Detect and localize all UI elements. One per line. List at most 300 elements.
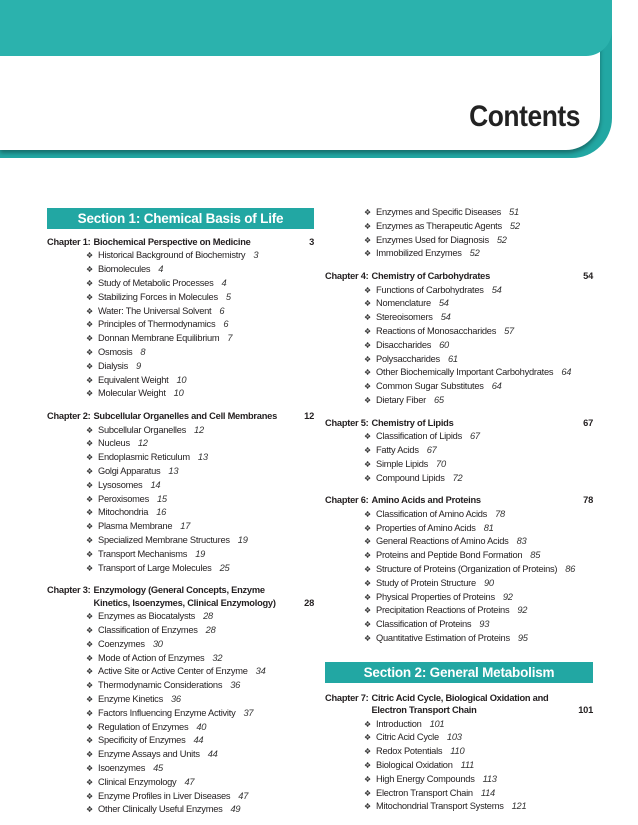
toc-item[interactable] [86, 493, 314, 507]
toc-item-label: Nucleus [98, 438, 130, 449]
chapter-entry [47, 410, 314, 575]
toc-item-page: 28 [203, 611, 213, 622]
toc-item[interactable] [86, 506, 314, 520]
toc-item-page: 13 [168, 465, 179, 476]
toc-item-page: 81 [483, 522, 494, 533]
toc-item[interactable] [86, 693, 314, 707]
chapter-list [47, 236, 314, 817]
diamond-bullet-icon: ❖ [364, 313, 371, 323]
toc-item-label: Plasma Membrane [98, 521, 173, 532]
toc-item-page: 110 [450, 746, 465, 757]
chapter-number: Chapter 6: [325, 495, 369, 506]
toc-item-label: Biomolecules [98, 264, 151, 275]
toc-item-label: Other Clinically Useful Enzymes [98, 804, 223, 815]
toc-item[interactable] [86, 346, 314, 360]
toc-item[interactable] [364, 632, 593, 646]
diamond-bullet-icon: ❖ [364, 395, 371, 405]
topic-list [86, 610, 314, 817]
toc-item[interactable] [364, 339, 593, 353]
toc-item[interactable] [364, 458, 593, 472]
diamond-bullet-icon: ❖ [86, 549, 93, 559]
toc-item[interactable] [86, 451, 314, 465]
toc-item[interactable] [86, 374, 314, 388]
toc-item-label: Biological Oxidation [376, 759, 453, 770]
toc-item-label: Other Biochemically Important Carbohydrates [376, 367, 554, 378]
toc-item-label: Study of Protein Structure [376, 577, 476, 588]
chapter-entry [47, 584, 314, 817]
toc-item-label: Specialized Membrane Structures [98, 534, 230, 545]
diamond-bullet-icon: ❖ [364, 459, 371, 469]
diamond-bullet-icon: ❖ [86, 535, 93, 545]
toc-item[interactable] [364, 284, 593, 298]
chapter-number: Chapter 7: [325, 692, 369, 703]
toc-item[interactable] [364, 430, 593, 444]
toc-item[interactable] [86, 748, 314, 762]
toc-item-label: Historical Background of Biochemistry [98, 250, 246, 261]
toc-item[interactable] [364, 577, 593, 591]
toc-item[interactable] [86, 652, 314, 666]
toc-item[interactable] [86, 360, 314, 374]
diamond-bullet-icon: ❖ [86, 805, 93, 815]
chapter-heading[interactable] [325, 270, 593, 282]
toc-item-label: Equivalent Weight [98, 374, 169, 385]
toc-item[interactable] [86, 249, 314, 263]
toc-item[interactable] [364, 618, 593, 632]
toc-item-label: Enzymes as Therapeutic Agents [376, 220, 502, 231]
diamond-bullet-icon: ❖ [364, 299, 371, 309]
toc-item[interactable] [364, 444, 593, 458]
diamond-bullet-icon: ❖ [86, 375, 93, 385]
toc-item[interactable] [364, 311, 593, 325]
toc-item[interactable] [364, 563, 593, 577]
toc-item[interactable] [86, 776, 314, 790]
toc-item-page: 3 [253, 250, 259, 261]
toc-item-label: Immobilized Enzymes [376, 248, 462, 259]
toc-item-label: Polysaccharides [376, 353, 440, 364]
toc-item[interactable] [364, 535, 593, 549]
toc-item-label: Specificity of Enzymes [98, 735, 186, 746]
chapter-heading[interactable] [47, 584, 314, 609]
toc-item-label: Active Site or Active Center of Enzyme [98, 666, 248, 677]
chapter-entry [325, 270, 593, 408]
diamond-bullet-icon: ❖ [86, 251, 93, 261]
toc-item-page: 90 [483, 577, 494, 588]
topic-list [364, 718, 593, 815]
chapter-heading[interactable] [47, 410, 314, 422]
diamond-bullet-icon: ❖ [364, 774, 371, 784]
toc-item[interactable] [86, 721, 314, 735]
toc-item-page: 60 [439, 339, 449, 350]
toc-item-label: Clinical Enzymology [98, 776, 177, 787]
toc-item[interactable] [86, 610, 314, 624]
toc-item-page: 92 [502, 591, 513, 602]
toc-item-label: Osmosis [98, 346, 133, 357]
diamond-bullet-icon: ❖ [86, 722, 93, 732]
toc-item-page: 113 [482, 773, 497, 784]
header-banner-top [0, 0, 612, 56]
toc-item-page: 12 [137, 438, 148, 449]
toc-item-page: 65 [433, 394, 444, 405]
diamond-bullet-icon: ❖ [364, 235, 371, 245]
toc-item[interactable] [86, 803, 314, 817]
toc-item-label: Classification of Amino Acids [376, 508, 488, 519]
toc-item-page: 57 [504, 325, 514, 336]
toc-item-label: Factors Influencing Enzyme Activity [98, 707, 236, 718]
toc-item[interactable] [86, 790, 314, 804]
toc-item-label: Peroxisomes [98, 493, 149, 504]
diamond-bullet-icon: ❖ [364, 564, 371, 574]
chapter-list [325, 270, 593, 646]
chapter-number: Chapter 5: [325, 417, 369, 428]
diamond-bullet-icon: ❖ [86, 750, 93, 760]
diamond-bullet-icon: ❖ [364, 326, 371, 336]
chapter-heading[interactable] [325, 417, 593, 429]
toc-item-label: Regulation of Enzymes [98, 721, 189, 732]
chapter-number: Chapter 2: [47, 411, 91, 422]
diamond-bullet-icon: ❖ [86, 439, 93, 449]
diamond-bullet-icon: ❖ [364, 747, 371, 757]
toc-item[interactable] [364, 247, 593, 261]
chapter-page: 3 [309, 237, 314, 247]
toc-item-page: 93 [479, 619, 490, 630]
chapter-number: Chapter 3: [47, 585, 91, 596]
diamond-bullet-icon: ❖ [86, 334, 93, 344]
diamond-bullet-icon: ❖ [364, 592, 371, 602]
toc-item-label: Enzyme Kinetics [98, 693, 163, 704]
diamond-bullet-icon: ❖ [86, 494, 93, 504]
toc-item-label: Stereoisomers [376, 312, 433, 323]
toc-item-page: 78 [495, 508, 505, 519]
diamond-bullet-icon: ❖ [364, 285, 371, 295]
chapter-heading[interactable] [47, 236, 314, 248]
toc-item-label: Precipitation Reactions of Proteins [376, 605, 510, 616]
toc-item-label: Golgi Apparatus [98, 465, 161, 476]
toc-item-label: Dietary Fiber [376, 394, 426, 405]
toc-item-page: 111 [460, 759, 475, 770]
toc-item-page: 103 [446, 732, 462, 743]
toc-item-label: Functions of Carbohydrates [376, 284, 484, 295]
toc-item[interactable] [364, 745, 593, 759]
toc-item-page: 64 [491, 381, 502, 392]
chapter-title: Chemistry of Lipids [371, 417, 454, 428]
chapter-title: Enzymology (General Concepts, Enzyme Kinetics, Isoenzymes, Clinical Enzymology) [93, 585, 276, 608]
toc-item[interactable] [86, 707, 314, 721]
toc-item-label: Enzyme Profiles in Liver Diseases [98, 790, 231, 801]
toc-item-label: Transport Mechanisms [98, 548, 188, 559]
toc-item-page: 64 [561, 367, 572, 378]
chapter-page: 101 [578, 705, 593, 716]
toc-item-page: 16 [156, 507, 167, 518]
diamond-bullet-icon: ❖ [364, 578, 371, 588]
toc-item-page: 36 [170, 693, 181, 704]
diamond-bullet-icon: ❖ [364, 354, 371, 364]
toc-item[interactable] [86, 562, 314, 576]
toc-item[interactable] [364, 800, 593, 814]
toc-item[interactable] [364, 759, 593, 773]
diamond-bullet-icon: ❖ [364, 760, 371, 770]
toc-item-page: 44 [207, 749, 218, 760]
chapter-entry [47, 236, 314, 401]
toc-item-page: 19 [237, 534, 248, 545]
toc-item[interactable] [86, 318, 314, 332]
toc-item-label: Mitochondria [98, 507, 149, 518]
toc-item-page: 14 [150, 479, 161, 490]
diamond-bullet-icon: ❖ [86, 791, 93, 801]
continued-topic-list [364, 206, 593, 261]
toc-item-label: Enzymes Used for Diagnosis [376, 234, 489, 245]
toc-item-page: 52 [496, 234, 507, 245]
toc-item-page: 52 [469, 248, 480, 259]
topic-list [364, 284, 593, 408]
toc-item-page: 40 [196, 721, 207, 732]
diamond-bullet-icon: ❖ [364, 432, 371, 442]
toc-item-page: 52 [509, 220, 520, 231]
toc-item[interactable] [364, 206, 593, 220]
toc-item-label: Classification of Proteins [376, 619, 472, 630]
diamond-bullet-icon: ❖ [364, 445, 371, 455]
toc-item-page: 6 [219, 305, 225, 316]
toc-item[interactable] [86, 332, 314, 346]
toc-item-page: 61 [447, 353, 458, 364]
left-column [47, 206, 314, 817]
toc-item-label: Classification of Enzymes [98, 624, 198, 635]
toc-item-page: 54 [491, 284, 502, 295]
toc-item[interactable] [86, 520, 314, 534]
section-heading: Section 1: Chemical Basis of Life [47, 208, 314, 229]
diamond-bullet-icon: ❖ [86, 292, 93, 302]
toc-item[interactable] [364, 353, 593, 367]
toc-item[interactable] [364, 297, 593, 311]
toc-item-page: 92 [517, 605, 528, 616]
diamond-bullet-icon: ❖ [86, 522, 93, 532]
chapter-page: 28 [304, 597, 314, 608]
toc-item[interactable] [86, 624, 314, 638]
toc-item[interactable] [364, 773, 593, 787]
toc-item[interactable] [364, 718, 593, 732]
toc-item[interactable] [364, 591, 593, 605]
chapter-list [325, 692, 593, 814]
toc-item-page: 4 [158, 264, 164, 275]
toc-item-label: Redox Potentials [376, 746, 443, 757]
toc-item-page: 30 [152, 638, 163, 649]
toc-item-label: Fatty Acids [376, 444, 419, 455]
toc-item[interactable] [86, 548, 314, 562]
toc-item[interactable] [364, 472, 593, 486]
toc-item-label: Proteins and Peptide Bond Formation [376, 550, 523, 561]
diamond-bullet-icon: ❖ [86, 389, 93, 399]
toc-item-label: High Energy Compounds [376, 773, 475, 784]
toc-item-page: 54 [440, 312, 451, 323]
diamond-bullet-icon: ❖ [86, 681, 93, 691]
toc-item[interactable] [86, 387, 314, 401]
diamond-bullet-icon: ❖ [364, 509, 371, 519]
toc-item-page: 17 [180, 521, 191, 532]
toc-item[interactable] [86, 762, 314, 776]
toc-item-page: 70 [436, 458, 446, 469]
toc-item-page: 19 [195, 548, 206, 559]
diamond-bullet-icon: ❖ [364, 382, 371, 392]
topic-list [86, 424, 314, 576]
toc-item-label: Citric Acid Cycle [376, 732, 439, 743]
toc-item-label: Water: The Universal Solvent [98, 305, 212, 316]
chapter-title: Chemistry of Carbohydrates [371, 271, 491, 282]
toc-item[interactable] [86, 534, 314, 548]
toc-item-label: Coenzymes [98, 638, 145, 649]
toc-item-label: General Reactions of Amino Acids [376, 536, 509, 547]
toc-item-label: Reactions of Monosaccharides [376, 325, 497, 336]
toc-item[interactable] [364, 508, 593, 522]
diamond-bullet-icon: ❖ [86, 708, 93, 718]
toc-item[interactable] [86, 638, 314, 652]
chapter-title: Amino Acids and Proteins [371, 495, 481, 506]
toc-item[interactable] [364, 604, 593, 618]
toc-item-label: Donnan Membrane Equilibrium [98, 333, 220, 344]
diamond-bullet-icon: ❖ [86, 639, 93, 649]
toc-item[interactable] [364, 549, 593, 563]
page-title: Contents [469, 100, 580, 133]
diamond-bullet-icon: ❖ [86, 425, 93, 435]
chapter-page: 67 [583, 417, 593, 428]
topic-list [364, 430, 593, 485]
toc-item-label: Lysosomes [98, 479, 143, 490]
toc-item-page: 47 [238, 790, 249, 801]
chapter-entry [325, 417, 593, 486]
diamond-bullet-icon: ❖ [86, 612, 93, 622]
diamond-bullet-icon: ❖ [86, 347, 93, 357]
chapter-heading[interactable] [325, 692, 593, 717]
toc-item-page: 10 [176, 374, 187, 385]
chapter-number: Chapter 1: [47, 237, 91, 247]
toc-item-label: Mitochondrial Transport Systems [376, 801, 504, 812]
toc-item-label: Disaccharides [376, 339, 432, 350]
toc-item-page: 12 [194, 424, 204, 435]
diamond-bullet-icon: ❖ [86, 361, 93, 371]
toc-item-label: Properties of Amino Acids [376, 522, 476, 533]
chapter-heading[interactable] [325, 494, 593, 506]
toc-item-page: 6 [223, 319, 229, 330]
toc-item[interactable] [86, 479, 314, 493]
toc-item[interactable] [364, 394, 593, 408]
toc-item-page: 44 [193, 735, 204, 746]
toc-item-label: Thermodynamic Considerations [98, 680, 223, 691]
toc-item-label: Common Sugar Substitutes [376, 381, 484, 392]
toc-item-page: 85 [530, 550, 541, 561]
toc-item-page: 9 [136, 360, 141, 371]
toc-item-label: Introduction [376, 718, 422, 729]
toc-item[interactable] [364, 787, 593, 801]
chapter-page: 12 [304, 411, 314, 422]
toc-item-label: Endoplasmic Reticulum [98, 452, 190, 463]
toc-item-page: 83 [516, 536, 527, 547]
diamond-bullet-icon: ❖ [364, 368, 371, 378]
right-column [325, 206, 593, 814]
toc-item-page: 34 [255, 666, 266, 677]
toc-item[interactable] [86, 305, 314, 319]
toc-item[interactable] [86, 424, 314, 438]
toc-item-label: Study of Metabolic Processes [98, 278, 214, 288]
toc-item[interactable] [364, 522, 593, 536]
diamond-bullet-icon: ❖ [86, 320, 93, 330]
toc-item[interactable] [86, 734, 314, 748]
diamond-bullet-icon: ❖ [364, 802, 371, 812]
toc-item-label: Dialysis [98, 360, 129, 371]
toc-item-page: 36 [230, 680, 241, 691]
toc-item[interactable] [364, 366, 593, 380]
diamond-bullet-icon: ❖ [86, 279, 93, 288]
toc-item-label: Mode of Action of Enzymes [98, 652, 205, 663]
toc-item[interactable] [364, 731, 593, 745]
toc-item-label: Electron Transport Chain [376, 787, 473, 798]
toc-item[interactable] [364, 220, 593, 234]
toc-item-page: 121 [511, 801, 527, 812]
diamond-bullet-icon: ❖ [86, 480, 93, 490]
toc-item-label: Subcellular Organelles [98, 424, 187, 435]
toc-item-label: Stabilizing Forces in Molecules [98, 291, 218, 302]
toc-item-label: Nomenclature [376, 298, 431, 309]
toc-item-page: 25 [219, 562, 230, 573]
toc-item-page: 51 [509, 207, 519, 217]
toc-item-page: 45 [153, 762, 163, 773]
toc-item[interactable] [364, 234, 593, 248]
toc-item[interactable] [86, 437, 314, 451]
diamond-bullet-icon: ❖ [364, 551, 371, 561]
toc-item-page: 7 [227, 333, 233, 344]
toc-item-page: 5 [225, 291, 231, 302]
chapter-number: Chapter 4: [325, 271, 369, 282]
toc-item-label: Molecular Weight [98, 388, 166, 399]
diamond-bullet-icon: ❖ [364, 606, 371, 616]
toc-item-label: Isoenzymes [98, 762, 146, 773]
toc-item[interactable] [86, 291, 314, 305]
toc-item[interactable] [86, 665, 314, 679]
diamond-bullet-icon: ❖ [364, 249, 371, 259]
toc-item-page: 101 [429, 718, 445, 729]
toc-item-page: 49 [230, 804, 241, 815]
toc-item[interactable] [364, 380, 593, 394]
topic-list [86, 249, 314, 401]
toc-item-page: 13 [197, 452, 208, 463]
chapter-entry [325, 494, 593, 645]
toc-item-page: 15 [156, 493, 167, 504]
toc-item-page: 47 [184, 776, 195, 787]
toc-item-label: Transport of Large Molecules [98, 562, 212, 573]
diamond-bullet-icon: ❖ [364, 221, 371, 231]
toc-item-page: 67 [469, 431, 480, 442]
toc-item-page: 4 [221, 278, 227, 288]
diamond-bullet-icon: ❖ [364, 633, 371, 643]
toc-item[interactable] [86, 277, 314, 291]
toc-item-page: 67 [426, 444, 437, 455]
diamond-bullet-icon: ❖ [86, 653, 93, 663]
toc-item-page: 37 [243, 707, 254, 718]
toc-item[interactable] [86, 465, 314, 479]
diamond-bullet-icon: ❖ [364, 537, 371, 547]
toc-item[interactable] [86, 679, 314, 693]
toc-item-page: 32 [212, 652, 223, 663]
toc-item-label: Classification of Lipids [376, 431, 462, 442]
diamond-bullet-icon: ❖ [86, 667, 93, 677]
diamond-bullet-icon: ❖ [364, 523, 371, 533]
toc-item-page: 72 [452, 472, 463, 483]
toc-item[interactable] [86, 263, 314, 277]
chapter-title: Citric Acid Cycle, Biological Oxidation and Electron Transport Chain [371, 692, 549, 716]
diamond-bullet-icon: ❖ [86, 736, 93, 746]
toc-item-page: 114 [480, 787, 495, 798]
diamond-bullet-icon: ❖ [86, 694, 93, 704]
toc-item-label: Compound Lipids [376, 472, 445, 483]
toc-item-page: 86 [565, 563, 576, 574]
toc-item[interactable] [364, 325, 593, 339]
